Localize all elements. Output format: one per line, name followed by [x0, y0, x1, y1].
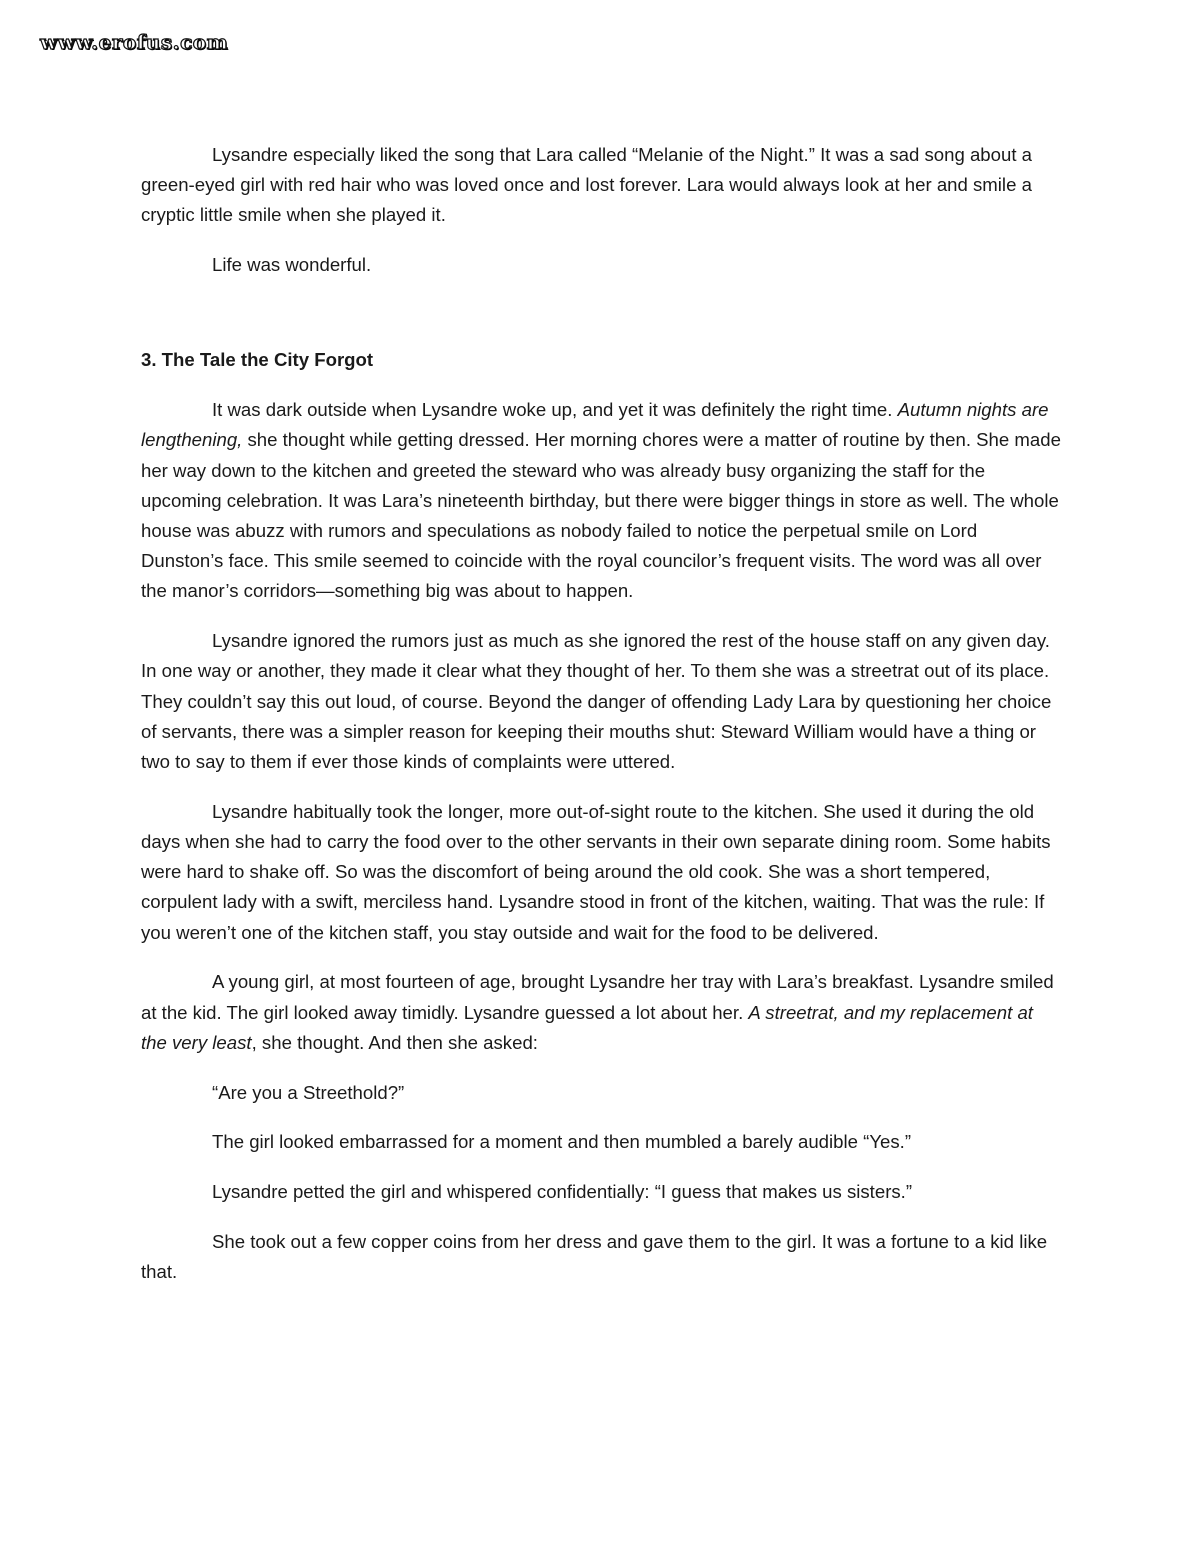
paragraph-life-wonderful: Life was wonderful.	[212, 254, 372, 276]
italic-thought: Autumn nights are lengthening,	[141, 399, 1049, 451]
paragraph-melanie-song: Lysandre especially liked the song that Lara called “Melanie of the Night.” It was a sad song about a green-eyed girl with red hair who was loved once and lost forever. Lara would always look at her and smile a cryptic little smile when she played it.	[141, 144, 1032, 226]
dialogue-streethold: “Are you a Streethold?”	[212, 1081, 405, 1103]
text-run: A young girl, at most fourteen of age, brought Lysandre her tray with Lara’s breakfast. Lysandre smiled at the kid. The girl looked away timidly. Lysandre guessed a lot about her.	[141, 971, 1054, 1023]
paragraph-young-girl	[141, 967, 1063, 1058]
paragraph-kitchen-route: Lysandre habitually took the longer, more out-of-sight route to the kitchen. She used it during the old days when she had to carry the food over to the other servants in their own separate dining room. Some habits were hard to shake off. So was the discomfort of being around the old cook. She was a short tempered, corpulent lady with a swift, merciless hand. Lysandre stood in front of the kitchen, waiting. That was the rule: If you weren’t one of the kitchen staff, you stay outside and wait for the food to be delivered.	[141, 800, 1051, 943]
paragraph-sisters: Lysandre petted the girl and whispered confidentially: “I guess that makes us sisters.”	[212, 1181, 913, 1203]
italic-thought: A streetrat, and my replacement at the very least	[141, 1001, 1033, 1053]
text-run: It was dark outside when Lysandre woke up, and yet it was definitely the right time.	[212, 399, 898, 421]
document-page	[141, 140, 1063, 1307]
chapter-heading: 3. The Tale the City Forgot	[141, 349, 374, 371]
paragraph-rumors: Lysandre ignored the rumors just as much as she ignored the rest of the house staff on any given day. In one way or another, they made it clear what they thought of her. To them she was a streetrat out of its place. They couldn’t say this out loud, of course. Beyond the danger of offending Lady Lara by questioning her choice of servants, there was a simpler reason for keeping their mouths shut: Steward William would have a thing or two to say to them if ever those kinds of complaints were uttered.	[141, 630, 1052, 773]
paragraph-copper-coins: She took out a few copper coins from her dress and gave them to the girl. It was a fortune to a kid like that.	[141, 1231, 1048, 1283]
watermark: www.erofus.com	[40, 30, 229, 54]
text-run: , she thought. And then she asked:	[251, 1031, 538, 1053]
paragraph-dark-outside	[141, 395, 1063, 606]
text-run: she thought while getting dressed. Her morning chores were a matter of routine by then. She made her way down to the kitchen and greeted the steward who was already busy organizing the staff for the upcoming celebration. It was Lara’s nineteenth birthday, but there were bigger things in store as well. The whole house was abuzz with rumors and speculations as nobody failed to notice the perpetual smile on Lord Dunston’s face. This smile seemed to coincide with the royal councilor’s frequent visits. The word was all over the manor’s corridors—something big was about to happen.	[141, 429, 1061, 602]
paragraph-girl-embarrassed: The girl looked embarrassed for a moment and then mumbled a barely audible “Yes.”	[212, 1131, 912, 1153]
